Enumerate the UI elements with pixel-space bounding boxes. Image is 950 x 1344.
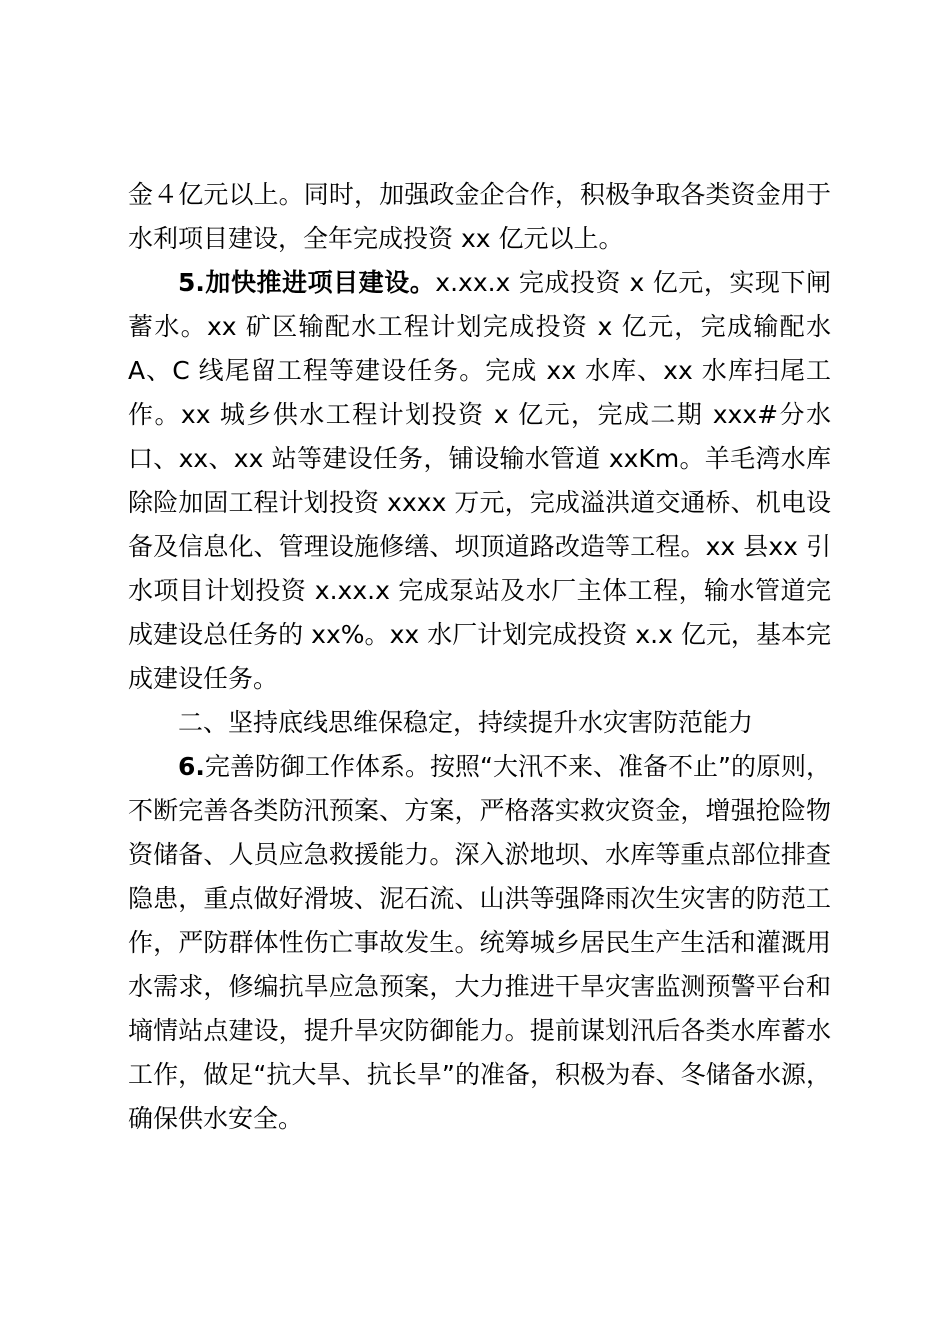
item-5-text: x.xx.x 完成投资 x 亿元，实现下闸蓄水。xx 矿区输配水工程计划完成投资 x 亿元，完成输配水A、C 线尾留工程等建设任务。完成 xx 水库、xx 水库扫尾工作。xx 城乡供水工程计划投资 x 亿元，完成二期 xxx#分水口、xx、xx 站等建设任务，铺设输水管道 xxKm。羊毛湾水库除险加固工程计划投资 xxxx 万元，完成溢洪道交通桥、机电设备及信息化、管理设施修缮、坝顶道路改造等工程。xx 县xx 引水项目计划投资 x.xx.x 完成泵站及水厂主体工程，输水管道完成建设总任务的 xx%。xx 水厂计划完成投资 x.x 亿元，基本完成建设任务。	[128, 268, 831, 693]
item-5-heading: 5.加快推进项目建设。	[178, 268, 436, 297]
paragraph-text: 金４亿元以上。同时，加强政金企合作，积极争取各类资金用于水利项目建设，全年完成投资 xx 亿元以上。	[128, 180, 831, 253]
item-6-text: 完善防御工作体系。按照“大汛不来、准备不止”的原则，不断完善各类防汛预案、方案，严格落实救灾资金，增强抢险物资储备、人员应急救援能力。深入淤地坝、水库等重点部位排查隐患，重点做好滑坡、泥石流、山洪等强降雨次生灾害的防范工作，严防群体性伤亡事故发生。统筹城乡居民生产生活和灌溉用水需求，修编抗旱应急预案，大力推进干旱灾害监测预警平台和墒情站点建设，提升旱灾防御能力。提前谋划汛后各类水库蓄水工作，做足“抗大旱、抗长旱”的准备，积极为春、冬储备水源，确保供水安全。	[128, 752, 831, 1133]
section-heading-text: 二、坚持底线思维保稳定，持续提升水灾害防范能力	[178, 708, 754, 737]
paragraph-funding-continuation	[128, 173, 831, 261]
document-body	[128, 173, 831, 1141]
paragraph-item-6	[128, 745, 831, 1141]
section-heading-2	[128, 701, 831, 745]
item-6-number: 6.	[178, 752, 205, 781]
paragraph-item-5	[128, 261, 831, 701]
